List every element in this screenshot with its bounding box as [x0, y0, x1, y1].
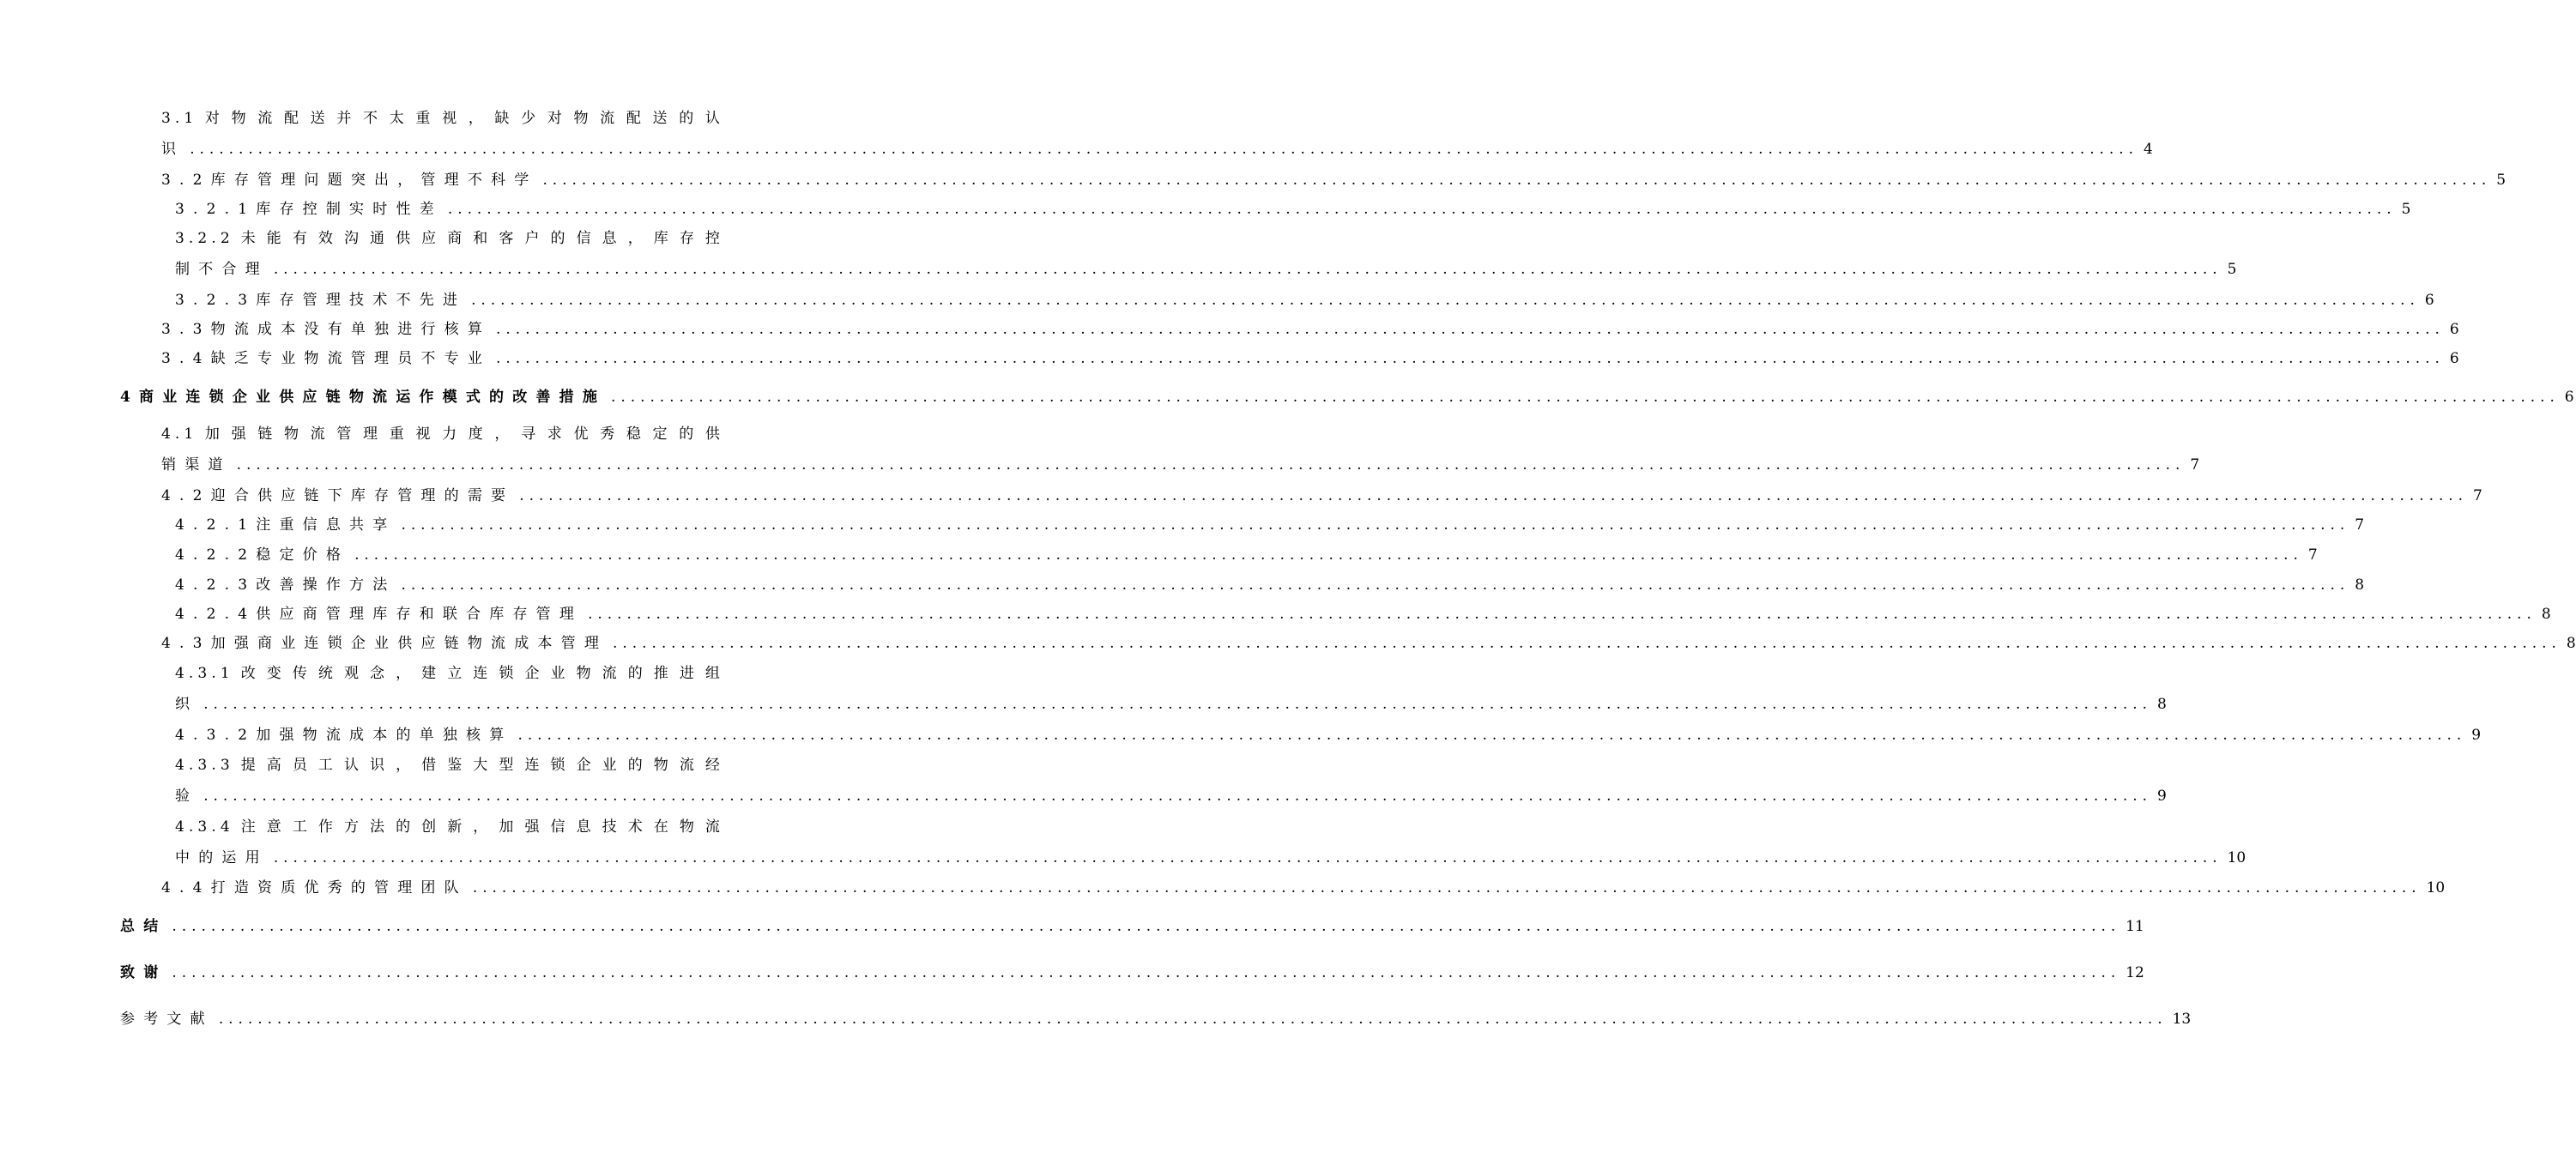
- toc-entry-line: [175, 606, 2551, 623]
- toc-page-number: 6: [2564, 389, 2574, 406]
- toc-entry[interactable]: [161, 172, 2506, 189]
- toc-entry-line: [120, 389, 2574, 406]
- toc-entry-title: 识: [161, 141, 185, 158]
- toc-entry[interactable]: [175, 546, 2318, 564]
- toc-entry-title: 3.2库存管理问题突出，管理不科学: [161, 172, 538, 189]
- toc-entry-wrapped-line: 3.1对物流配送并不太重视，缺少对物流配送的认: [161, 110, 724, 127]
- toc-entry-line: [161, 350, 2459, 367]
- toc-dot-leader: ........................................................................................................................................................................................................: [447, 201, 2397, 218]
- toc-dot-leader: ........................................................................................................................................................................................................: [519, 487, 2469, 504]
- toc-entry-line: [175, 201, 2411, 218]
- toc-entry[interactable]: [161, 321, 2459, 338]
- toc-entry-line: [175, 849, 2246, 866]
- toc-entry[interactable]: [161, 110, 2153, 158]
- toc-entry[interactable]: [175, 665, 2167, 713]
- toc-entry-title: 致谢: [120, 964, 167, 981]
- toc-page-number: 5: [2227, 261, 2237, 278]
- toc-entry-line: [120, 1011, 2192, 1028]
- toc-dot-leader: ........................................................................................................................................................................................................: [496, 350, 2445, 367]
- toc-page-number: 6: [2449, 321, 2459, 338]
- toc-page-number: 5: [2496, 172, 2506, 189]
- toc-entry[interactable]: [175, 516, 2365, 534]
- toc-entry-line: [161, 487, 2482, 504]
- toc-entry-title: 4.2.2稳定价格: [175, 546, 350, 564]
- toc-entry-title: 验: [175, 788, 199, 805]
- toc-entry[interactable]: [120, 389, 2574, 406]
- toc-entry-title: 4.2迎合供应链下库存管理的需要: [161, 487, 515, 504]
- toc-dot-leader: ........................................................................................................................................................................................................: [273, 849, 2222, 866]
- toc-dot-leader: ........................................................................................................................................................................................................: [203, 788, 2152, 805]
- toc-entry[interactable]: [175, 576, 2365, 594]
- toc-entry-title: 4.2.3改善操作方法: [175, 576, 396, 594]
- toc-entry-line: [175, 696, 2167, 713]
- toc-entry[interactable]: [161, 635, 2576, 652]
- toc-entry-line: [161, 456, 2200, 474]
- toc-entry[interactable]: [161, 350, 2459, 367]
- toc-entry-line: [175, 261, 2237, 278]
- toc-page-number: 7: [2355, 516, 2365, 534]
- toc-entry[interactable]: [161, 426, 2200, 474]
- toc-entry-line: [161, 141, 2153, 158]
- toc-dot-leader: ........................................................................................................................................................................................................: [401, 516, 2350, 534]
- toc-dot-leader: ........................................................................................................................................................................................................: [542, 172, 2492, 189]
- toc-page-number: 10: [2227, 849, 2246, 866]
- toc-entry-title: 4.2.4供应商管理库存和联合库存管理: [175, 606, 584, 623]
- toc-entry[interactable]: [175, 230, 2237, 278]
- toc-dot-leader: ........................................................................................................................................................................................................: [472, 879, 2422, 896]
- toc-entry[interactable]: [175, 757, 2167, 805]
- toc-entry-line: [175, 788, 2167, 805]
- toc-entry[interactable]: [120, 918, 2144, 935]
- toc-dot-leader: ........................................................................................................................................................................................................: [471, 292, 2420, 309]
- toc-entry-line: [175, 576, 2365, 594]
- toc-entry-title: 4.3加强商业连锁企业供应链物流成本管理: [161, 635, 608, 652]
- toc-dot-leader: ........................................................................................................................................................................................................: [172, 964, 2121, 981]
- toc-page-number: 8: [2355, 576, 2365, 594]
- toc-page-number: 11: [2126, 918, 2144, 935]
- toc-entry[interactable]: [161, 879, 2446, 896]
- toc-entry-title: 织: [175, 696, 199, 713]
- toc-entry-title: 3.4缺乏专业物流管理员不专业: [161, 350, 492, 367]
- toc-dot-leader: ........................................................................................................................................................................................................: [588, 606, 2537, 623]
- toc-dot-leader: ........................................................................................................................................................................................................: [354, 546, 2303, 564]
- toc-page-number: 8: [2156, 696, 2167, 713]
- toc-entry-title: 总结: [120, 918, 167, 935]
- toc-entry-title: 4.2.1注重信息共享: [175, 516, 396, 534]
- toc-entry[interactable]: [175, 292, 2434, 309]
- toc-entry-line: [120, 964, 2144, 981]
- toc-entry-wrapped-line: 4.1加强链物流管理重视力度，寻求优秀稳定的供: [161, 426, 724, 443]
- toc-entry-line: [120, 918, 2144, 935]
- toc-dot-leader: ........................................................................................................................................................................................................: [613, 635, 2561, 652]
- toc-dot-leader: ........................................................................................................................................................................................................: [611, 389, 2560, 406]
- toc-dot-leader: ........................................................................................................................................................................................................: [172, 918, 2121, 935]
- toc-entry-line: [161, 635, 2576, 652]
- toc-entry-line: [161, 172, 2506, 189]
- toc-entry[interactable]: [120, 964, 2144, 981]
- toc-page-number: 5: [2401, 201, 2411, 218]
- toc-dot-leader: ........................................................................................................................................................................................................: [190, 141, 2138, 158]
- toc-dot-leader: ........................................................................................................................................................................................................: [218, 1011, 2168, 1028]
- toc-dot-leader: ........................................................................................................................................................................................................: [236, 456, 2186, 474]
- toc-entry-title: 3.2.3库存管理技术不先进: [175, 292, 467, 309]
- toc-page-number: 7: [2473, 487, 2482, 504]
- toc-page-number: 9: [2471, 727, 2482, 744]
- toc-page-number: 13: [2172, 1011, 2192, 1028]
- toc-entry-title: 4.3.2加强物流成本的单独核算: [175, 727, 513, 744]
- toc-entry-title: 3.2.1库存控制实时性差: [175, 201, 443, 218]
- toc-page-number: 8: [2541, 606, 2551, 623]
- toc-entry-wrapped-line: 4.3.1改变传统观念，建立连锁企业物流的推进组: [175, 665, 724, 682]
- toc-entry-wrapped-line: 4.3.3提高员工认识，借鉴大型连锁企业的物流经: [175, 757, 724, 774]
- toc-entry[interactable]: [175, 606, 2551, 623]
- toc-entry-wrapped-line: 4.3.4注意工作方法的创新，加强信息技术在物流: [175, 818, 724, 836]
- toc-entry[interactable]: [175, 818, 2246, 866]
- toc-entry-wrapped-line: 3.2.2未能有效沟通供应商和客户的信息，库存控: [175, 230, 724, 247]
- toc-entry-line: [161, 879, 2446, 896]
- toc-entry-title: 制不合理: [175, 261, 269, 278]
- toc-page-number: 12: [2126, 964, 2144, 981]
- toc-entry-line: [175, 546, 2318, 564]
- toc-entry[interactable]: [175, 201, 2411, 218]
- toc-entry-title: 中的运用: [175, 849, 269, 866]
- toc-entry-title: 销渠道: [161, 456, 232, 474]
- toc-entry-line: [175, 292, 2434, 309]
- toc-dot-leader: ........................................................................................................................................................................................................: [401, 576, 2350, 594]
- toc-entry-title: 3.3物流成本没有单独进行核算: [161, 321, 492, 338]
- toc-dot-leader: ........................................................................................................................................................................................................: [273, 261, 2222, 278]
- toc-entry[interactable]: [175, 727, 2482, 744]
- toc-page-number: 10: [2426, 879, 2446, 896]
- toc-entry-title: 4商业连锁企业供应链物流运作模式的改善措施: [120, 389, 607, 406]
- toc-dot-leader: ........................................................................................................................................................................................................: [203, 696, 2152, 713]
- toc-page-number: 4: [2143, 141, 2153, 158]
- toc-page-number: 7: [2190, 456, 2200, 474]
- toc-page-number: 8: [2566, 635, 2576, 652]
- toc-page-number: 7: [2307, 546, 2318, 564]
- toc-dot-leader: ........................................................................................................................................................................................................: [496, 321, 2445, 338]
- toc-page-number: 9: [2156, 788, 2167, 805]
- toc-entry-title: 4.4打造资质优秀的管理团队: [161, 879, 468, 896]
- toc-page-number: 6: [2424, 292, 2434, 309]
- toc-entry-title: 参考文献: [120, 1011, 214, 1028]
- toc-entry-line: [161, 321, 2459, 338]
- toc-entry-line: [175, 727, 2482, 744]
- toc-page-number: 6: [2449, 350, 2459, 367]
- toc-entry[interactable]: [161, 487, 2482, 504]
- toc-entry-line: [175, 516, 2365, 534]
- toc-dot-leader: ........................................................................................................................................................................................................: [517, 727, 2467, 744]
- toc-entry[interactable]: [120, 1011, 2192, 1028]
